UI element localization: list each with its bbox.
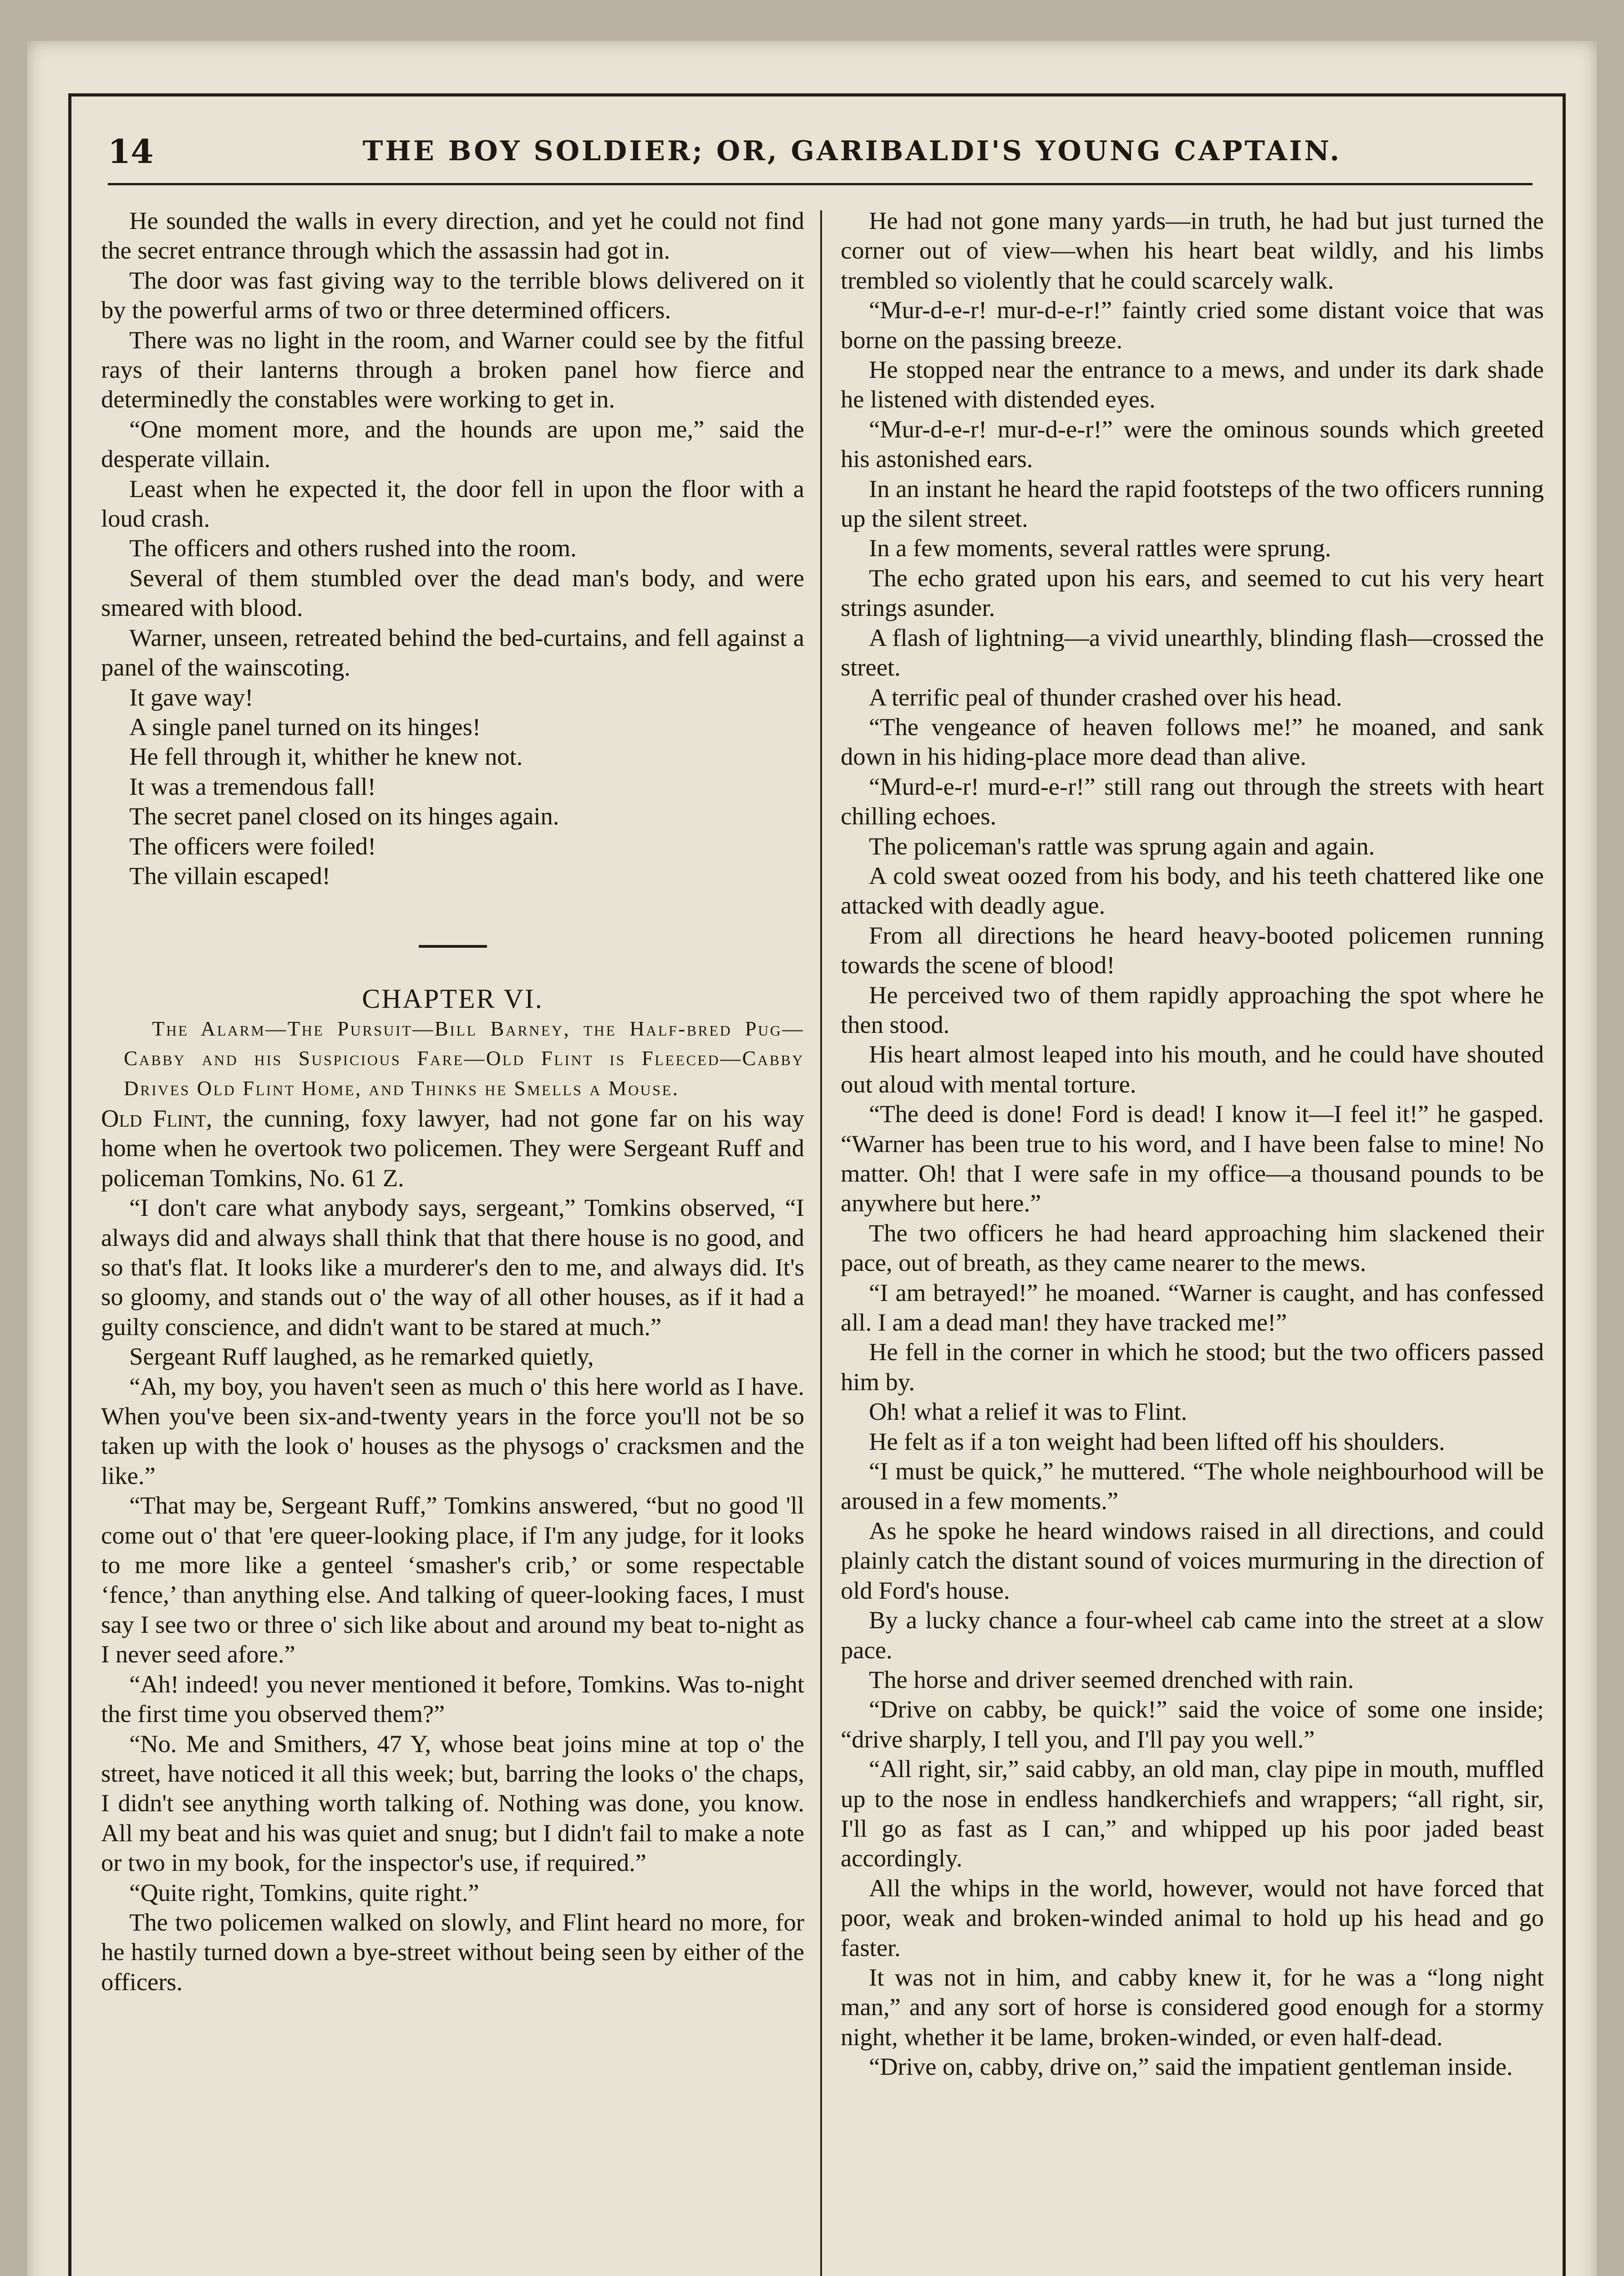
section-break-rule <box>419 945 487 948</box>
opening-text: , the cunning, foxy lawyer, had not gone far on his way home when he overtook two policemen. They were Sergeant Ruff and policeman Tomkins, No. 61 Z. <box>101 1104 804 1192</box>
paragraph: Sergeant Ruff laughed, as he remarked quietly, <box>129 1342 594 1371</box>
paragraph: “Drive on cabby, be quick!” said the voice of some one inside; “drive sharply, I tell you, and I'll pay you well.” <box>841 1695 1544 1753</box>
paragraph: “The deed is done! Ford is dead! I know it—I feel it!” he gasped. “Warner has been true to his word, and I have been false to mine! No matter. Oh! that I were safe in my office—a thousand pounds to be anywhere but here.” <box>841 1100 1544 1217</box>
paragraph: “I am betrayed!” he moaned. “Warner is caught, and has confessed all. I am a dead man! they have tracked me!” <box>841 1278 1544 1336</box>
paragraph: “All right, sir,” said cabby, an old man, clay pipe in mouth, muffled up to the nose in endless handkerchiefs and wrappers; “all right, sir, I'll go as fast as I can,” and whipped up his poor jaded beast accordingly. <box>841 1755 1544 1872</box>
paragraph: A flash of lightning—a vivid unearthly, blinding flash—crossed the street. <box>841 623 1544 681</box>
opening-small-caps: Old Flint <box>101 1104 206 1132</box>
paragraph: “Quite right, Tomkins, quite right.” <box>129 1878 479 1906</box>
paragraph: His heart almost leaped into his mouth, and he could have shouted out aloud with mental torture. <box>841 1040 1544 1098</box>
paragraph: As he spoke he heard windows raised in all directions, and could plainly catch the distant sound of voices murmuring in the direction of old Ford's house. <box>841 1516 1544 1604</box>
paragraph: The officers were foiled! <box>129 832 376 860</box>
left-paragraphs-after <box>101 1193 804 1997</box>
paragraph: “I must be quick,” he muttered. “The whole neighbourhood will be aroused in a few moments.” <box>841 1457 1544 1515</box>
paragraph: The horse and driver seemed drenched with rain. <box>869 1665 1354 1693</box>
paragraph: In a few moments, several rattles were sprung. <box>869 534 1331 562</box>
paragraph: Least when he expected it, the door fell in upon the floor with a loud crash. <box>101 474 804 533</box>
paragraph: Several of them stumbled over the dead man's body, and were smeared with blood. <box>101 564 804 622</box>
paragraph: It gave way! <box>129 683 254 711</box>
paragraph: “Mur-d-e-r! mur-d-e-r!” faintly cried some distant voice that was borne on the passing breeze. <box>841 296 1544 354</box>
paragraph: “One moment more, and the hounds are upon me,” said the desperate villain. <box>101 415 804 473</box>
right-column <box>841 206 1544 2082</box>
paragraph: “I don't care what anybody says, sergeant,” Tomkins observed, “I always did and always shall think that that there house is no good, and so that's flat. It looks like a murderer's den to me, and always did. It's so gloomy, and stands out o' the way of all other houses, as if it had a guilty conscience, and didn't want to be stared at much.” <box>101 1194 804 1341</box>
chapter-title: CHAPTER VI. <box>362 984 543 1014</box>
page-frame <box>68 93 1566 2276</box>
paragraph: “No. Me and Smithers, 47 Y, whose beat joins mine at top o' the street, have noticed it all this week; but, barring the looks o' the chaps, I didn't see anything worth talking of. Nothing was done, you know. All my beat and his was quiet and snug; but I didn't fail to make a note or two in my book, for the inspector's use, if required.” <box>101 1729 804 1877</box>
paragraph: He sounded the walls in every direction, and yet he could not find the secret entrance through which the assassin had got in. <box>101 207 804 264</box>
paragraph: The villain escaped! <box>129 861 330 889</box>
paragraph: The two policemen walked on slowly, and Flint heard no more, for he hastily turned down a bye-street without being seen by either of the officers. <box>101 1908 804 1996</box>
running-title: THE BOY SOLDIER; OR, GARIBALDI'S YOUNG CAPTAIN. <box>362 135 1342 167</box>
paragraph: “Mur-d-e-r! mur-d-e-r!” were the ominous sounds which greeted his astonished ears. <box>841 415 1544 473</box>
paragraph: All the whips in the world, however, would not have forced that poor, weak and broken-winded animal to hold up his head and go faster. <box>841 1874 1544 1961</box>
chapter-opening-paragraph <box>101 1103 804 1193</box>
paragraph: A terrific peal of thunder crashed over his head. <box>869 683 1342 711</box>
paragraph: He had not gone many yards—in truth, he had but just turned the corner out of view—when his heart beat wildly, and his limbs trembled so violently that he could scarcely walk. <box>841 207 1544 294</box>
paragraph: He fell in the corner in which he stood; but the two officers passed him by. <box>841 1338 1544 1396</box>
paragraph: “Drive on, cabby, drive on,” said the impatient gentleman inside. <box>869 2052 1513 2081</box>
paragraph: “Murd-e-r! murd-e-r!” still rang out through the streets with heart chilling echoes. <box>841 772 1544 830</box>
paragraph: There was no light in the room, and Warner could see by the fitful rays of their lanterns through a broken panel how fierce and determinedly the constables were working to get in. <box>101 325 804 413</box>
paragraph: A cold sweat oozed from his body, and his teeth chattered like one attacked with deadly ague. <box>841 861 1544 920</box>
paragraph: “The vengeance of heaven follows me!” he moaned, and sank down in his hiding-place more dead than alive. <box>841 712 1544 771</box>
paragraph: It was a tremendous fall! <box>129 772 376 800</box>
paragraph: He felt as if a ton weight had been lifted off his shoulders. <box>869 1427 1445 1455</box>
chapter-summary: The Alarm—The Pursuit—Bill Barney, the Half-bred Pug—Cabby and his Suspicious Fare—Old Flint is Fleeced—Cabby Drives Old Flint Home, and Thinks he Smells a Mouse. <box>124 1017 804 1100</box>
page-number: 14 <box>108 132 154 171</box>
paragraph: The door was fast giving way to the terrible blows delivered on it by the powerful arms of two or three determined officers. <box>101 266 804 324</box>
paragraph: He stopped near the entrance to a mews, and under its dark shade he listened with distended eyes. <box>841 356 1544 413</box>
paragraph: The echo grated upon his ears, and seemed to cut his very heart strings asunder. <box>841 564 1544 622</box>
paragraph: “Ah! indeed! you never mentioned it before, Tomkins. Was to-night the first time you observed them?” <box>101 1670 804 1728</box>
paragraph: He perceived two of them rapidly approaching the spot where he then stood. <box>841 981 1544 1038</box>
running-header <box>108 119 1533 185</box>
paragraph: “That may be, Sergeant Ruff,” Tomkins answered, “but no good 'll come out o' that 'ere queer-looking place, if I'm any judge, for it looks to me more like a genteel ‘smasher's crib,’ or some respectable ‘fence,’ than anything else. And talking of queer-looking faces, I must say I see two or three o' sich like about and around my beat to-night as I never seed afore.” <box>101 1491 804 1668</box>
paragraph: In an instant he heard the rapid footsteps of the two officers running up the silent street. <box>841 474 1544 533</box>
paragraph: A single panel turned on its hinges! <box>129 712 481 741</box>
paragraph: Oh! what a relief it was to Flint. <box>869 1397 1188 1426</box>
paragraph: Warner, unseen, retreated behind the bed-curtains, and fell against a panel of the wainscoting. <box>101 623 804 681</box>
right-paragraphs <box>841 206 1544 2082</box>
paragraph: By a lucky chance a four-wheel cab came into the street at a slow pace. <box>841 1606 1544 1664</box>
paragraph: The two officers he had heard approaching him slackened their pace, out of breath, as they came nearer to the mews. <box>841 1219 1544 1277</box>
paragraph: He fell through it, whither he knew not. <box>129 742 523 771</box>
paragraph: “Ah, my boy, you haven't seen as much o' this here world as I have. When you've been six-and-twenty years in the force you'll not be so taken up with the look o' houses as the physogs o' cracksmen and the like.” <box>101 1372 804 1489</box>
paragraph: It was not in him, and cabby knew it, for he was a “long night man,” and any sort of horse is considered good enough for a stormy night, whether it be lame, broken-winded, or even half-dead. <box>841 1963 1544 2051</box>
paragraph: From all directions he heard heavy-booted policemen running towards the scene of blood! <box>841 921 1544 979</box>
left-column <box>101 206 804 1997</box>
paragraph: The secret panel closed on its hinges again. <box>129 802 559 830</box>
left-paragraphs-before <box>101 206 804 890</box>
paragraph: The policeman's rattle was sprung again and again. <box>869 832 1375 860</box>
paragraph: The officers and others rushed into the room. <box>129 534 577 562</box>
column-divider <box>820 210 822 2276</box>
